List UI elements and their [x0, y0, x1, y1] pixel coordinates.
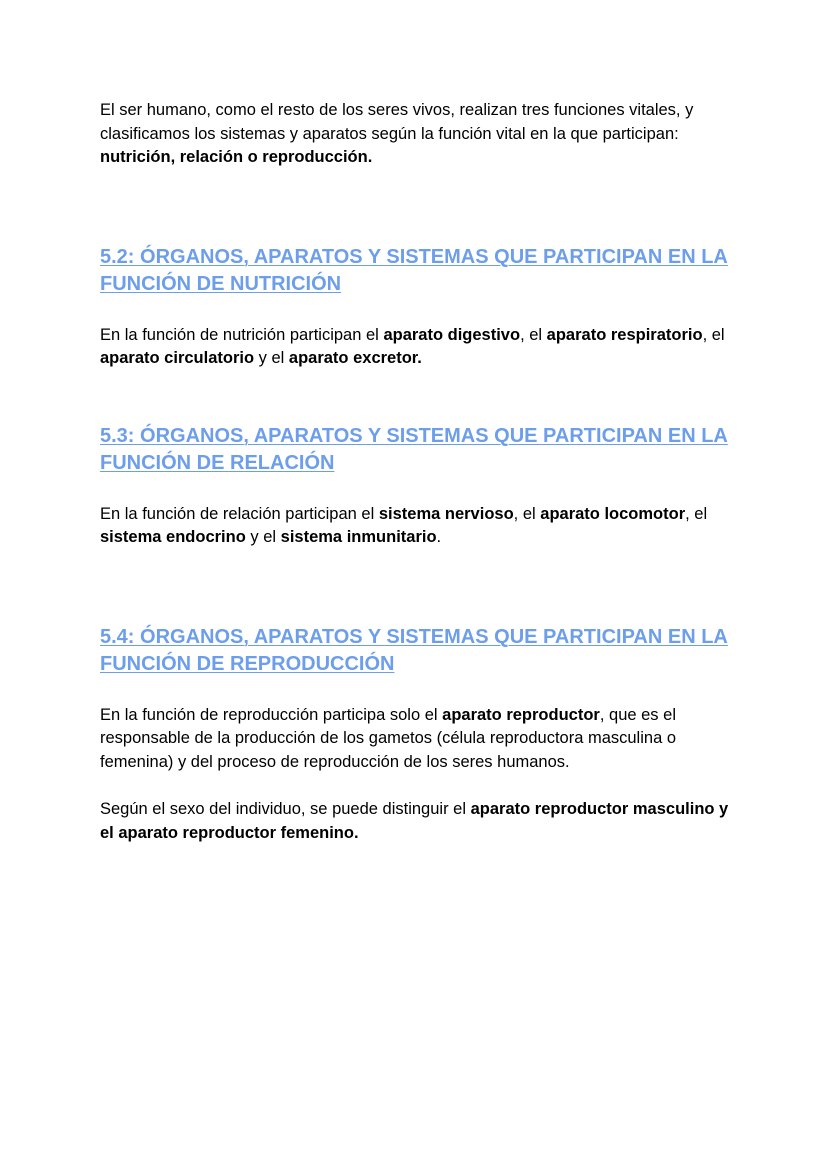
section-5-2-heading[interactable]: 5.2: ÓRGANOS, APARATOS Y SISTEMAS QUE PARTICIPAN EN LA FUNCIÓN DE NUTRICIÓN: [100, 245, 728, 295]
text-run: , el: [702, 325, 725, 344]
intro-bold-text: nutrición, relación o reproducción.: [100, 148, 373, 166]
bold-term-respiratorio: aparato respiratorio: [546, 325, 703, 344]
text-run: En la función de relación participan el: [100, 504, 379, 523]
bold-term-masculino-femenino: aparato reproductor masculino y el aparato reproductor femenino.: [100, 800, 729, 842]
text-run: , el: [685, 504, 708, 523]
bold-term-endocrino: sistema endocrino: [100, 528, 246, 546]
bold-term-inmunitario: sistema inmunitario: [280, 528, 437, 546]
section-5-3-paragraph: [100, 503, 740, 550]
section-5-2-paragraph: [100, 324, 740, 371]
section-5-4-heading[interactable]: 5.4: ÓRGANOS, APARATOS Y SISTEMAS QUE PARTICIPAN EN LA FUNCIÓN DE REPRODUCCIÓN: [100, 625, 728, 675]
text-run: , el: [520, 325, 547, 344]
bold-term-nervioso: sistema nervioso: [378, 504, 514, 523]
text-run: y el: [254, 349, 289, 367]
document-page: [100, 99, 740, 845]
text-run: , el: [513, 504, 541, 523]
text-run: En la función de nutrición participan el: [100, 325, 384, 344]
bold-term-locomotor: aparato locomotor: [540, 504, 686, 523]
bold-term-digestivo: aparato digestivo: [383, 325, 521, 344]
bold-term-reproductor: aparato reproductor: [442, 705, 600, 724]
bold-term-circulatorio: aparato circulatorio: [100, 349, 255, 367]
section-5-4-paragraph-2: [100, 798, 740, 845]
section-5-3-heading[interactable]: 5.3: ÓRGANOS, APARATOS Y SISTEMAS QUE PARTICIPAN EN LA FUNCIÓN DE RELACIÓN: [100, 424, 728, 474]
text-run: .: [436, 528, 442, 546]
text-run: , que es el responsable de la producción de los gametos (célula reproductora masculina o femenina) y del proceso de reproducción de los seres humanos.: [100, 705, 677, 771]
intro-paragraph: [100, 99, 740, 170]
text-run: En la función de reproducción participa solo el: [100, 705, 443, 724]
section-5-4-paragraph-1: [100, 704, 740, 775]
text-run: y el: [245, 528, 281, 546]
text-run: Según el sexo del individuo, se puede distinguir el: [100, 800, 471, 818]
bold-term-excretor: aparato excretor.: [288, 349, 422, 367]
intro-text: El ser humano, como el resto de los seres vivos, realizan tres funciones vitales, y clasificamos los sistemas y aparatos según la función vital en la que participan:: [100, 101, 694, 143]
